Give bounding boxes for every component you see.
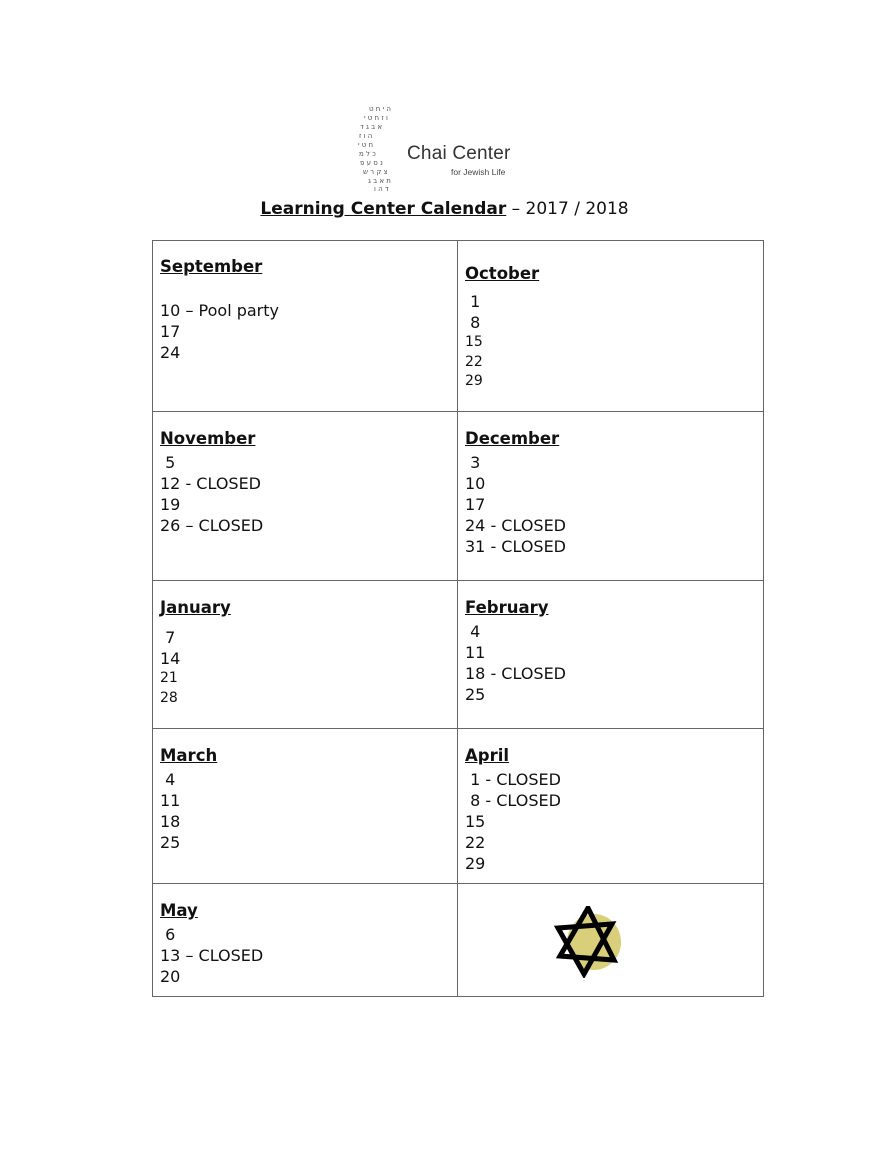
date-item: 12 - CLOSED: [160, 474, 261, 493]
date-item: 26 – CLOSED: [160, 516, 264, 535]
svg-text:ד ה ו: ד ה ו: [374, 185, 389, 193]
svg-text:ח ט י: ח ט י: [358, 141, 374, 149]
month-name: January: [160, 598, 231, 617]
date-item: 1: [465, 292, 481, 311]
date-item: 11: [160, 791, 181, 810]
star-of-david-icon: [552, 906, 622, 978]
date-item: 14: [160, 649, 181, 668]
date-item: 10 – Pool party: [160, 301, 279, 320]
date-item: 8: [465, 313, 481, 332]
date-item: 19: [160, 495, 181, 514]
calendar-row: [153, 729, 764, 884]
month-cell-november: [153, 412, 458, 581]
svg-text:ת א ב ג: ת א ב ג: [368, 177, 391, 185]
date-item: 15: [465, 812, 486, 831]
calendar-table: [152, 240, 764, 997]
date-item: 17: [465, 495, 486, 514]
hebrew-letter-c-logo-icon: [355, 103, 410, 198]
page-title: [0, 199, 889, 219]
month-name: April: [465, 746, 510, 765]
logo-name: Chai Center: [407, 143, 511, 164]
month-cell-march: [153, 729, 458, 884]
svg-text:צ ק ר ש: צ ק ר ש: [363, 168, 388, 176]
calendar-row: [153, 412, 764, 581]
calendar-row: [153, 241, 764, 412]
month-cell-january: [153, 581, 458, 729]
month-name: October: [465, 264, 540, 283]
calendar-row: [153, 581, 764, 729]
date-item: 11: [465, 643, 486, 662]
page-title-main: Learning Center Calendar: [260, 199, 507, 219]
date-item: 25: [465, 685, 486, 704]
month-cell-may: [153, 884, 458, 997]
date-item: 13 – CLOSED: [160, 946, 264, 965]
date-item: 29: [465, 373, 483, 389]
page-title-year: – 2017 / 2018: [506, 199, 629, 219]
date-item: 25: [160, 833, 181, 852]
date-item: 24: [160, 343, 181, 362]
svg-text:א ב ג ד: א ב ג ד: [360, 123, 383, 131]
svg-text:כ ל מ: כ ל מ: [359, 150, 376, 158]
month-name: December: [465, 429, 560, 448]
month-cell-september: [153, 241, 458, 412]
month-cell-december: [458, 412, 764, 581]
date-item: 22: [465, 353, 483, 370]
date-item: 28: [160, 689, 178, 706]
date-item: 4: [465, 622, 481, 641]
month-name: September: [160, 257, 263, 276]
month-name: May: [160, 901, 198, 920]
date-item: 4: [160, 770, 176, 789]
date-item: 15: [465, 334, 483, 350]
month-name: November: [160, 429, 256, 448]
date-item: 1 - CLOSED: [465, 770, 561, 789]
date-item: 20: [160, 967, 181, 986]
date-item: 3: [465, 453, 481, 472]
month-name: March: [160, 746, 218, 765]
calendar-row: [153, 884, 764, 997]
chai-center-logo: [355, 103, 525, 198]
date-item: 7: [160, 628, 176, 647]
date-item: 10: [465, 474, 486, 493]
date-item: 22: [465, 833, 486, 852]
svg-text:נ ס ע פ: נ ס ע פ: [360, 159, 383, 167]
month-cell-october: [458, 241, 764, 412]
logo-tagline: for Jewish Life: [451, 167, 506, 177]
month-cell-february: [458, 581, 764, 729]
date-item: 24 - CLOSED: [465, 516, 566, 535]
svg-text:ו ז ח ט י: ו ז ח ט י: [364, 114, 388, 122]
date-item: 18: [160, 812, 181, 831]
svg-text:ה י ח ט: ה י ח ט: [369, 105, 391, 113]
svg-text:ה ו ז: ה ו ז: [359, 132, 373, 140]
date-item: 21: [160, 670, 178, 686]
month-name: February: [465, 598, 549, 617]
date-item: 18 - CLOSED: [465, 664, 566, 683]
date-item: 29: [465, 854, 486, 873]
month-cell-april: [458, 729, 764, 884]
date-item: 8 - CLOSED: [465, 791, 561, 810]
date-item: 17: [160, 322, 181, 341]
date-item: 31 - CLOSED: [465, 537, 566, 556]
date-item: 5: [160, 453, 176, 472]
date-item: 6: [160, 925, 176, 944]
